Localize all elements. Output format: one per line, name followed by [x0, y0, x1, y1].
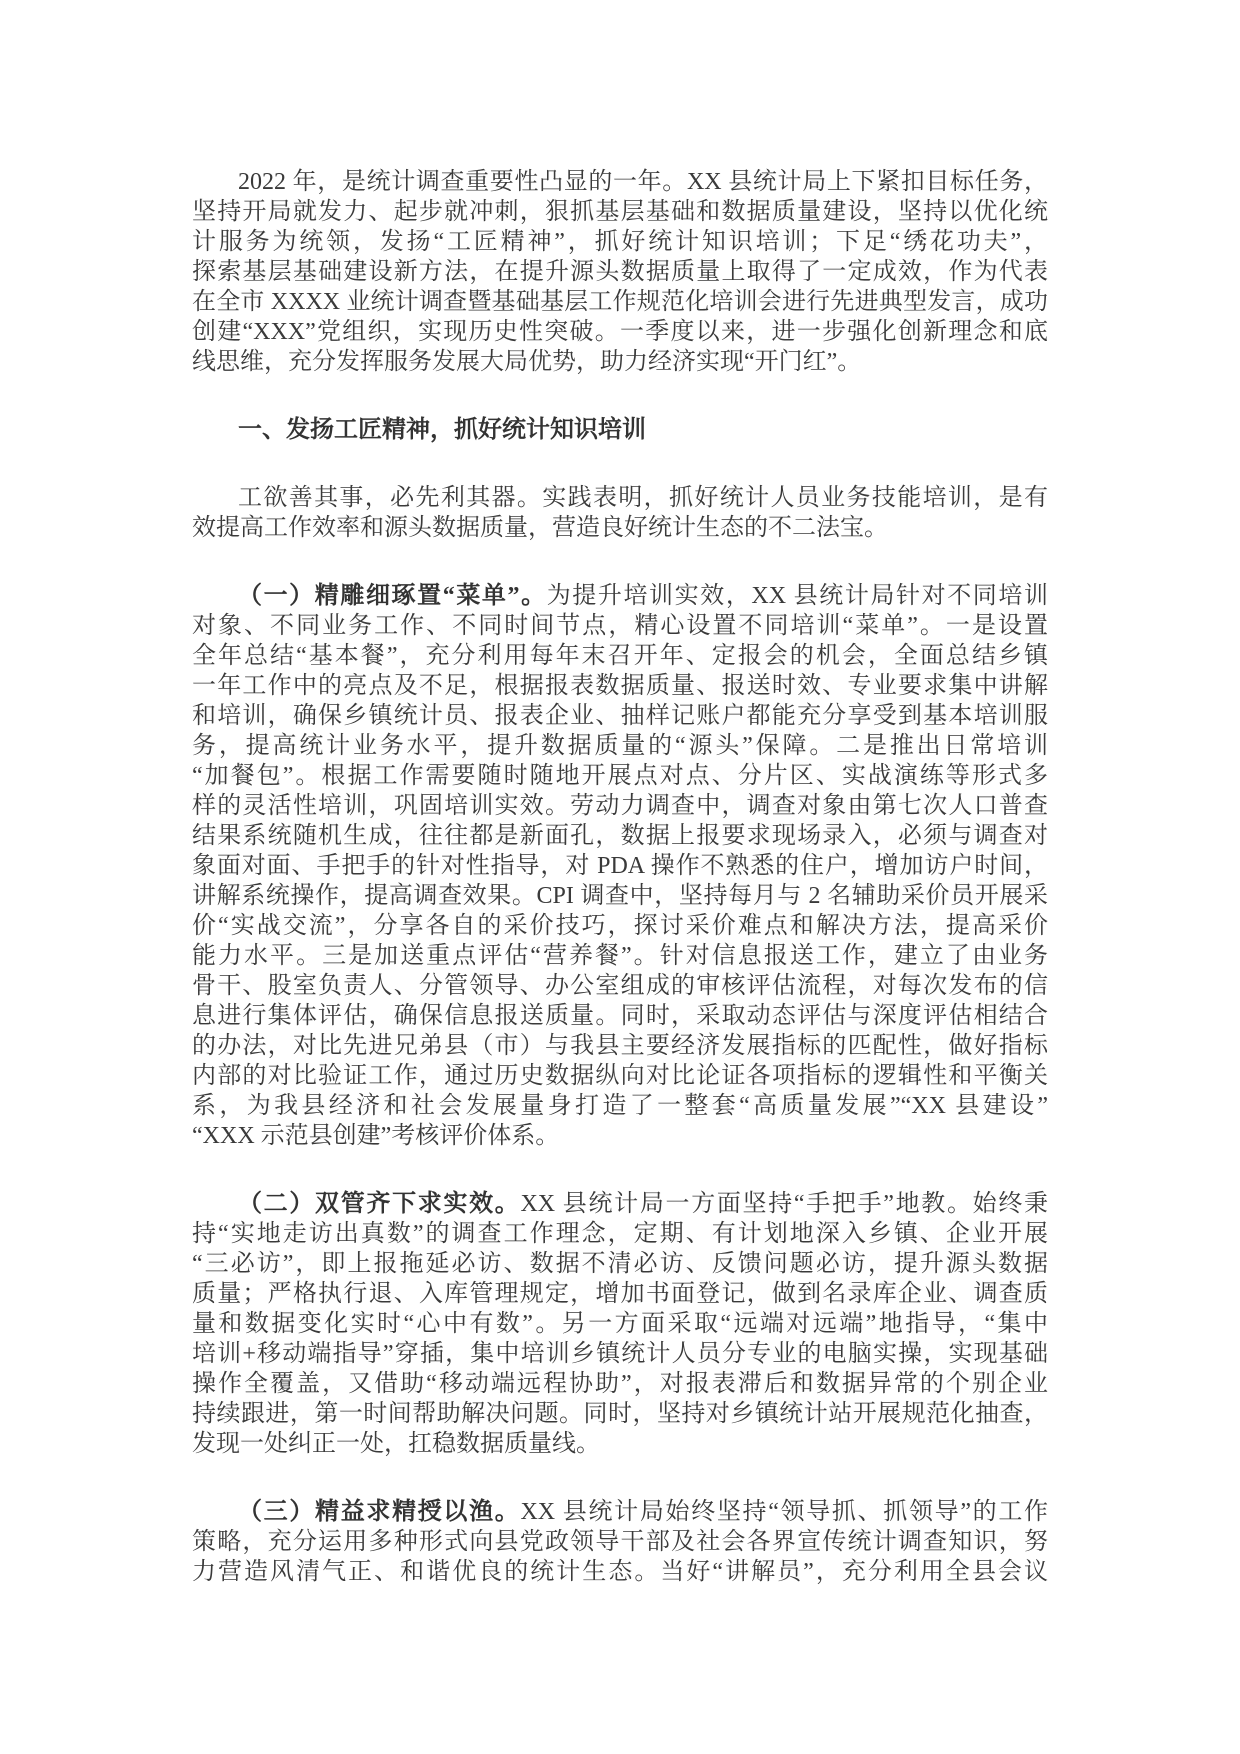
text-line: 量和数据变化实时“心中有数”。另一方面采取“远端对远端”地指导，“集中 — [192, 1311, 1048, 1337]
text-line: 在全市 XXXX 业统计调查暨基础基层工作规范化培训会进行先进典型发言，成功 — [192, 289, 1048, 315]
text-line: 能力水平。三是加送重点评估“营养餐”。针对信息报送工作，建立了由业务 — [192, 943, 1048, 969]
text-line: 内部的对比验证工作，通过历史数据纵向对比论证各项指标的逻辑性和平衡关 — [192, 1063, 1048, 1089]
text-line: 一年工作中的亮点及不足，根据报表数据质量、报送时效、专业要求集中讲解 — [192, 673, 1048, 699]
text-line: 全年总结“基本餐”，充分利用每年末召开年、定报会的机会，全面总结乡镇 — [192, 643, 1048, 669]
text-line: 象面对面、手把手的针对性指导，对 PDA 操作不熟悉的住户，增加访户时间， — [192, 853, 1048, 879]
text-line: 探索基层基础建设新方法，在提升源头数据质量上取得了一定成效，作为代表 — [192, 259, 1048, 285]
text-line: 创建“XXX”党组织，实现历史性突破。一季度以来，进一步强化创新理念和底 — [192, 319, 1048, 345]
text-line: 对象、不同业务工作、不同时间节点，精心设置不同培训“菜单”。一是设置 — [192, 613, 1048, 639]
paragraph-subsection-1 — [192, 581, 1048, 1151]
text-run: XX 县统计局一方面坚持“手把手”地教。始终秉 — [520, 1191, 1049, 1217]
text-line: 操作全覆盖，又借助“移动端远程协助”，对报表滞后和数据异常的个别企业 — [192, 1371, 1048, 1397]
text-line: “三必访”，即上报拖延必访、数据不清必访、反馈问题必访，提升源头数据 — [192, 1251, 1048, 1277]
subsection-title: （二）双管齐下求实效。 — [238, 1191, 521, 1217]
text-line: “XXX 示范县创建”考核评价体系。 — [192, 1123, 560, 1149]
text-line: 策略，充分运用多种形式向县党政领导干部及社会各界宣传统计调查知识，努 — [192, 1529, 1048, 1555]
text-line: 质量；严格执行退、入库管理规定，增加书面登记，做到名录库企业、调查质 — [192, 1281, 1048, 1307]
text-line: 讲解系统操作，提高调查效果。CPI 调查中，坚持每月与 2 名辅助采价员开展采 — [192, 883, 1048, 909]
text-line: 样的灵活性培训，巩固培训实效。劳动力调查中，调查对象由第七次人口普查 — [192, 793, 1048, 819]
text-line: 线思维，充分发挥服务发展大局优势，助力经济实现“开门红”。 — [192, 349, 862, 375]
text-line — [192, 1189, 1048, 1219]
subsection-title: （三）精益求精授以渔。 — [238, 1499, 521, 1525]
text-line: 结果系统随机生成，往往都是新面孔，数据上报要求现场录入，必须与调查对 — [192, 823, 1048, 849]
text-line: 持续跟进，第一时间帮助解决问题。同时，坚持对乡镇统计站开展规范化抽查， — [192, 1401, 1048, 1427]
text-line: 持“实地走访出真数”的调查工作理念，定期、有计划地深入乡镇、企业开展 — [192, 1221, 1048, 1247]
text-line: 务，提高统计业务水平，提升数据质量的“源头”保障。二是推出日常培训 — [192, 733, 1048, 759]
paragraph-subsection-2 — [192, 1189, 1048, 1459]
text-line: 2022 年，是统计调查重要性凸显的一年。XX 县统计局上下紧扣目标任务， — [238, 169, 1048, 195]
text-line — [192, 1497, 1048, 1527]
text-run: XX 县统计局始终坚持“领导抓、抓领导”的工作 — [520, 1499, 1049, 1525]
paragraph-subsection-3 — [192, 1497, 1048, 1587]
text-run: 为提升培训实效，XX 县统计局针对不同培训 — [546, 583, 1048, 609]
text-line: 计服务为统领，发扬“工匠精神”，抓好统计知识培训；下足“绣花功夫”， — [192, 229, 1048, 255]
paragraph-intro — [192, 167, 1048, 377]
text-line: 和培训，确保乡镇统计员、报表企业、抽样记账户都能充分享受到基本培训服 — [192, 703, 1048, 729]
text-line: 坚持开局就发力、起步就冲刺，狠抓基层基础和数据质量建设，坚持以优化统 — [192, 199, 1048, 225]
text-line: 的办法，对比先进兄弟县（市）与我县主要经济发展指标的匹配性，做好指标 — [192, 1033, 1048, 1059]
text-line — [192, 581, 1048, 611]
subsection-title: （一）精雕细琢置“菜单”。 — [238, 583, 547, 609]
text-line: 力营造风清气正、和谐优良的统计生态。当好“讲解员”，充分利用全县会议 — [192, 1559, 1048, 1585]
text-line: 发现一处纠正一处，扛稳数据质量线。 — [192, 1431, 600, 1457]
text-line: 效提高工作效率和源头数据质量，营造良好统计生态的不二法宝。 — [192, 515, 888, 541]
section-heading-text: 一、发扬工匠精神，抓好统计知识培训 — [238, 417, 646, 443]
paragraph-lead — [192, 483, 1048, 543]
text-line: 价“实战交流”，分享各自的采价技巧，探讨采价难点和解决方法，提高采价 — [192, 913, 1048, 939]
document-body — [192, 167, 1048, 1587]
text-line: “加餐包”。根据工作需要随时随地开展点对点、分片区、实战演练等形式多 — [192, 763, 1048, 789]
text-line: 培训+移动端指导”穿插，集中培训乡镇统计人员分专业的电脑实操，实现基础 — [192, 1341, 1048, 1367]
section-heading — [192, 415, 1048, 445]
text-line: 工欲善其事，必先利其器。实践表明，抓好统计人员业务技能培训，是有 — [238, 485, 1048, 511]
text-line: 息进行集体评估，确保信息报送质量。同时，采取动态评估与深度评估相结合 — [192, 1003, 1048, 1029]
text-line: 骨干、股室负责人、分管领导、办公室组成的审核评估流程，对每次发布的信 — [192, 973, 1048, 999]
text-line: 系，为我县经济和社会发展量身打造了一整套“高质量发展”“XX 县建设” — [192, 1093, 1048, 1119]
